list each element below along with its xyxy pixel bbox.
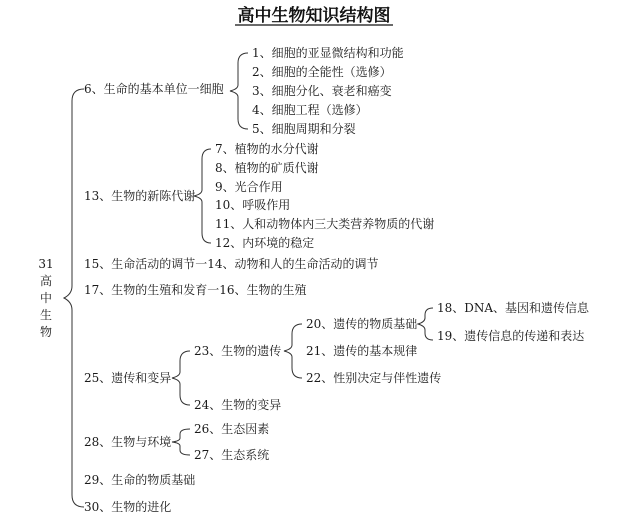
node-19: 19、遗传信息的传递和表达: [437, 329, 585, 343]
node-24: 24、生物的变异: [194, 398, 282, 412]
root-number: 31: [38, 257, 54, 271]
root-char-2: 中: [39, 291, 53, 305]
bracket-cell: [230, 53, 248, 129]
node-12: 12、内环境的稳定: [215, 236, 315, 250]
node-2: 2、细胞的全能性（选修）: [252, 65, 392, 79]
node-17: 17、生物的生殖和发育一16、生物的生殖: [84, 283, 307, 297]
bracket-heredity-variation: [172, 351, 190, 405]
root-char-1: 高: [39, 274, 53, 288]
node-21: 21、遗传的基本规律: [306, 344, 418, 358]
node-26: 26、生态因素: [194, 422, 270, 436]
node-27: 27、生态系统: [194, 448, 270, 462]
node-28: 28、生物与环境: [84, 435, 172, 449]
node-9: 9、光合作用: [215, 180, 283, 194]
bracket-environment: [172, 429, 190, 455]
node-6: 6、生命的基本单位一细胞: [84, 82, 224, 96]
node-3: 3、细胞分化、衰老和癌变: [252, 84, 392, 98]
bracket-root: [64, 89, 84, 507]
node-4: 4、细胞工程（选修）: [252, 103, 368, 117]
node-5: 5、细胞周期和分裂: [252, 122, 356, 136]
node-11: 11、人和动物体内三大类营养物质的代谢: [215, 217, 435, 231]
node-13: 13、生物的新陈代谢: [84, 189, 196, 203]
node-8: 8、植物的矿质代谢: [215, 161, 319, 175]
node-20: 20、遗传的物质基础: [306, 317, 418, 331]
node-30: 30、生物的进化: [84, 500, 172, 514]
root-char-3: 生: [39, 308, 53, 322]
node-23: 23、生物的遗传: [194, 344, 282, 358]
node-10: 10、呼吸作用: [215, 198, 291, 212]
node-25: 25、遗传和变异: [84, 371, 172, 385]
bracket-heredity: [284, 324, 302, 378]
node-29: 29、生命的物质基础: [84, 473, 196, 487]
bracket-metabolism: [194, 149, 211, 243]
diagram-title: 高中生物知识结构图: [237, 6, 391, 26]
bracket-material-basis: [418, 308, 433, 340]
node-15: 15、生命活动的调节一14、动物和人的生命活动的调节: [84, 257, 379, 271]
node-7: 7、植物的水分代谢: [215, 142, 319, 156]
node-22: 22、性别决定与伴性遗传: [306, 371, 442, 385]
node-18: 18、DNA、基因和遗传信息: [437, 301, 590, 315]
root-label: [38, 257, 53, 339]
node-1: 1、细胞的亚显微结构和功能: [252, 46, 404, 60]
root-char-4: 物: [39, 325, 53, 339]
